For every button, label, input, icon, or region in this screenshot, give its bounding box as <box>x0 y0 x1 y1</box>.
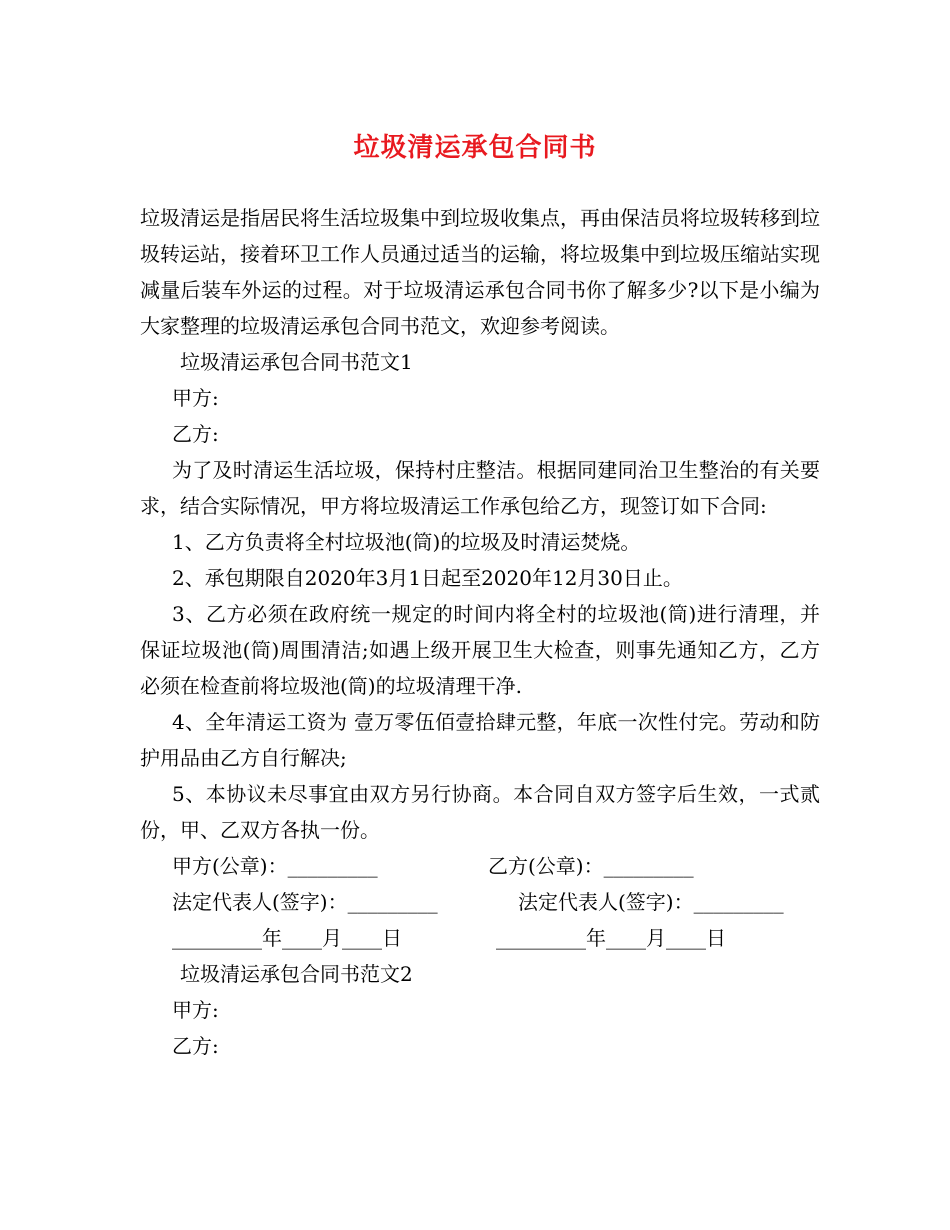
party-b-seal-line: 乙方(公章)：_________ <box>488 854 694 878</box>
party-b-representative-line: 法定代表人(签字)：_________ <box>518 890 784 914</box>
clause-5: 5、本协议未尽事宜由双方另行协商。本合同自双方签字后生效，一式贰份，甲、乙双方各执一份。 <box>140 782 820 842</box>
signature-row-representative <box>140 884 820 920</box>
clause-2: 2、承包期限自2020年3月1日起至2020年12月30日止。 <box>172 566 683 590</box>
section2-party-a: 甲方: <box>172 998 219 1022</box>
section2-party-b: 乙方: <box>172 1034 219 1058</box>
party-a-representative-line: 法定代表人(签字)：_________ <box>172 890 438 914</box>
signature-row-seal <box>140 848 820 884</box>
section1-party-b: 乙方: <box>172 422 219 446</box>
intro-paragraph: 垃圾清运是指居民将生活垃圾集中到垃圾收集点，再由保洁员将垃圾转移到垃圾转运站，接着环卫工作人员通过适当的运输，将垃圾集中到垃圾压缩站实现减量后装车外运的过程。对于垃圾清运承包合同书你了解多少?以下是小编为大家整理的垃圾清运承包合同书范文，欢迎参考阅读。 <box>140 206 820 338</box>
clause-4: 4、全年清运工资为 壹万零伍佰壹拾肆元整，年底一次性付完。劳动和防护用品由乙方自行解决; <box>140 710 820 770</box>
party-a-date-line: _________年____月____日 <box>172 926 402 950</box>
section1-heading: 垃圾清运承包合同书范文1 <box>180 350 413 374</box>
signature-row-date <box>140 920 820 956</box>
clause-3: 3、乙方必须在政府统一规定的时间内将全村的垃圾池(筒)进行清理，并保证垃圾池(筒)周围清洁;如遇上级开展卫生大检查，则事先通知乙方，乙方必须在检查前将垃圾池(筒)的垃圾清理干净. <box>140 602 820 698</box>
section1-party-a: 甲方: <box>172 386 219 410</box>
section1-preamble: 为了及时清运生活垃圾，保持村庄整洁。根据同建同治卫生整治的有关要求，结合实际情况，甲方将垃圾清运工作承包给乙方，现签订如下合同: <box>140 458 820 518</box>
document-title: 垃圾清运承包合同书 <box>353 133 597 163</box>
party-a-seal-line: 甲方(公章)：_________ <box>172 854 378 878</box>
party-b-date-line: _________年____月____日 <box>496 926 726 950</box>
clause-1: 1、乙方负责将全村垃圾池(筒)的垃圾及时清运焚烧。 <box>172 530 641 554</box>
section2-heading: 垃圾清运承包合同书范文2 <box>180 962 413 986</box>
document-body <box>140 200 820 1064</box>
